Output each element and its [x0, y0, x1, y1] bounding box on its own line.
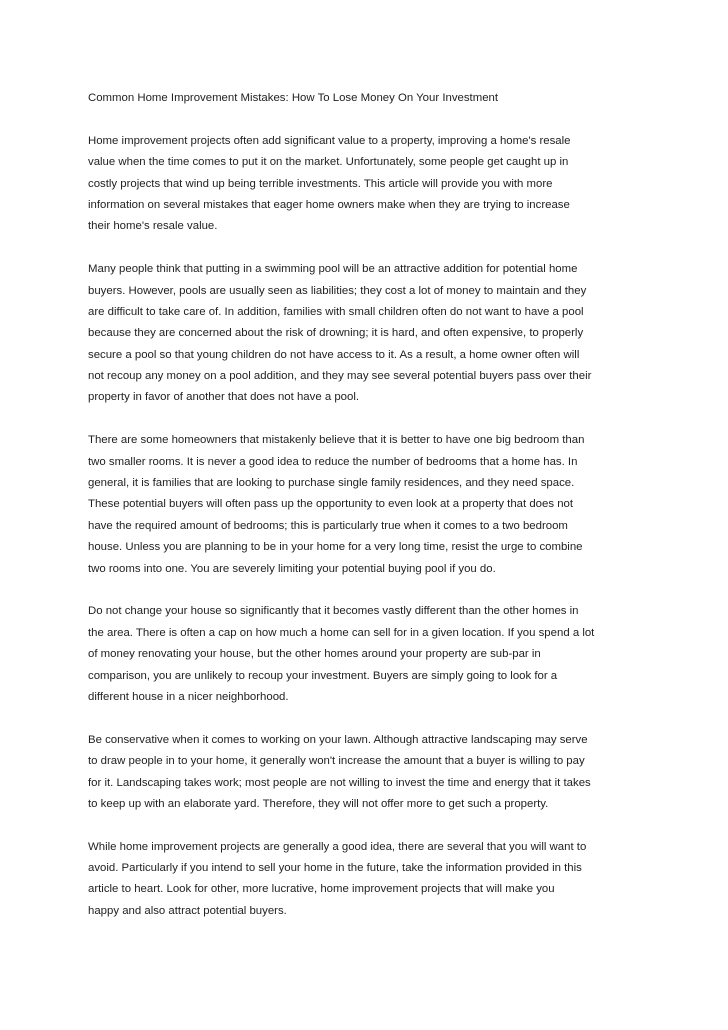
paragraph-line: two rooms into one. You are severely limiting your potential buying pool if you do. — [88, 562, 496, 575]
paragraph-line: avoid. Particularly if you intend to sell your home in the future, take the information provided in this — [88, 862, 582, 875]
paragraph-line: Many people think that putting in a swimming pool will be an attractive addition for potential home — [88, 263, 578, 276]
paragraph-line: because they are concerned about the risk of drowning; it is hard, and often expensive, to properly — [88, 327, 584, 340]
paragraph-line: Home improvement projects often add significant value to a property, improving a home's resale — [88, 134, 571, 147]
paragraph-line: Do not change your house so significantly that it becomes vastly different than the other homes in — [88, 605, 579, 618]
paragraph-line: to keep up with an elaborate yard. Therefore, they will not offer more to get such a property. — [88, 797, 549, 810]
paragraph-line: value when the time comes to put it on the market. Unfortunately, some people get caught up in — [88, 156, 569, 169]
paragraph-intro — [88, 131, 643, 238]
paragraph-lawn — [88, 730, 643, 816]
paragraph-line: article to heart. Look for other, more lucrative, home improvement projects that will make you — [88, 883, 555, 896]
document-body — [88, 88, 643, 944]
paragraph-line: While home improvement projects are generally a good idea, there are several that you will want to — [88, 840, 587, 853]
paragraph-neighborhood — [88, 601, 643, 708]
paragraph-line: two smaller rooms. It is never a good idea to reduce the number of bedrooms that a home has. In — [88, 455, 578, 468]
paragraph-line: Be conservative when it comes to working on your lawn. Although attractive landscaping may serve — [88, 733, 588, 746]
paragraph-line: not recoup any money on a pool addition, and they may see several potential buyers pass over their — [88, 370, 592, 383]
paragraph-line: to draw people in to your home, it generally won't increase the amount that a buyer is willing to pay — [88, 755, 585, 768]
paragraph-line: their home's resale value. — [88, 220, 218, 233]
paragraph-line: secure a pool so that young children do not have access to it. As a result, a home owner often will — [88, 348, 580, 361]
paragraph-line: These potential buyers will often pass up the opportunity to even look at a property that does not — [88, 498, 574, 511]
paragraph-line: the area. There is often a cap on how much a home can sell for in a given location. If you spend a lot — [88, 626, 595, 639]
paragraph-line: different house in a nicer neighborhood. — [88, 690, 289, 703]
paragraph-line: house. Unless you are planning to be in your home for a very long time, resist the urge to combine — [88, 541, 583, 554]
paragraph-line: for it. Landscaping takes work; most people are not willing to invest the time and energy that it takes — [88, 776, 591, 789]
paragraph-conclusion — [88, 837, 643, 923]
paragraph-line: There are some homeowners that mistakenly believe that it is better to have one big bedroom than — [88, 434, 585, 447]
document-title: Common Home Improvement Mistakes: How To Lose Money On Your Investment — [88, 92, 499, 104]
paragraph-line: are difficult to take care of. In addition, families with small children often do not want to have a pool — [88, 305, 584, 318]
paragraph-line: property in favor of another that does not have a pool. — [88, 391, 360, 404]
paragraph-line: have the required amount of bedrooms; this is particularly true when it comes to a two bedroom — [88, 519, 568, 532]
paragraph-line: comparison, you are unlikely to recoup your investment. Buyers are simply going to look for a — [88, 669, 558, 682]
paragraph-line: of money renovating your house, but the other homes around your property are sub-par in — [88, 648, 541, 661]
paragraph-line: information on several mistakes that eager home owners make when they are trying to increase — [88, 198, 570, 211]
paragraph-swimming-pool — [88, 259, 643, 409]
paragraph-line: costly projects that wind up being terrible investments. This article will provide you with more — [88, 177, 553, 190]
paragraph-bedrooms — [88, 430, 643, 580]
paragraph-line: buyers. However, pools are usually seen as liabilities; they cost a lot of money to maintain and they — [88, 284, 587, 297]
paragraph-line: happy and also attract potential buyers. — [88, 904, 287, 917]
paragraph-line: general, it is families that are looking to purchase single family residences, and they need space. — [88, 477, 575, 490]
